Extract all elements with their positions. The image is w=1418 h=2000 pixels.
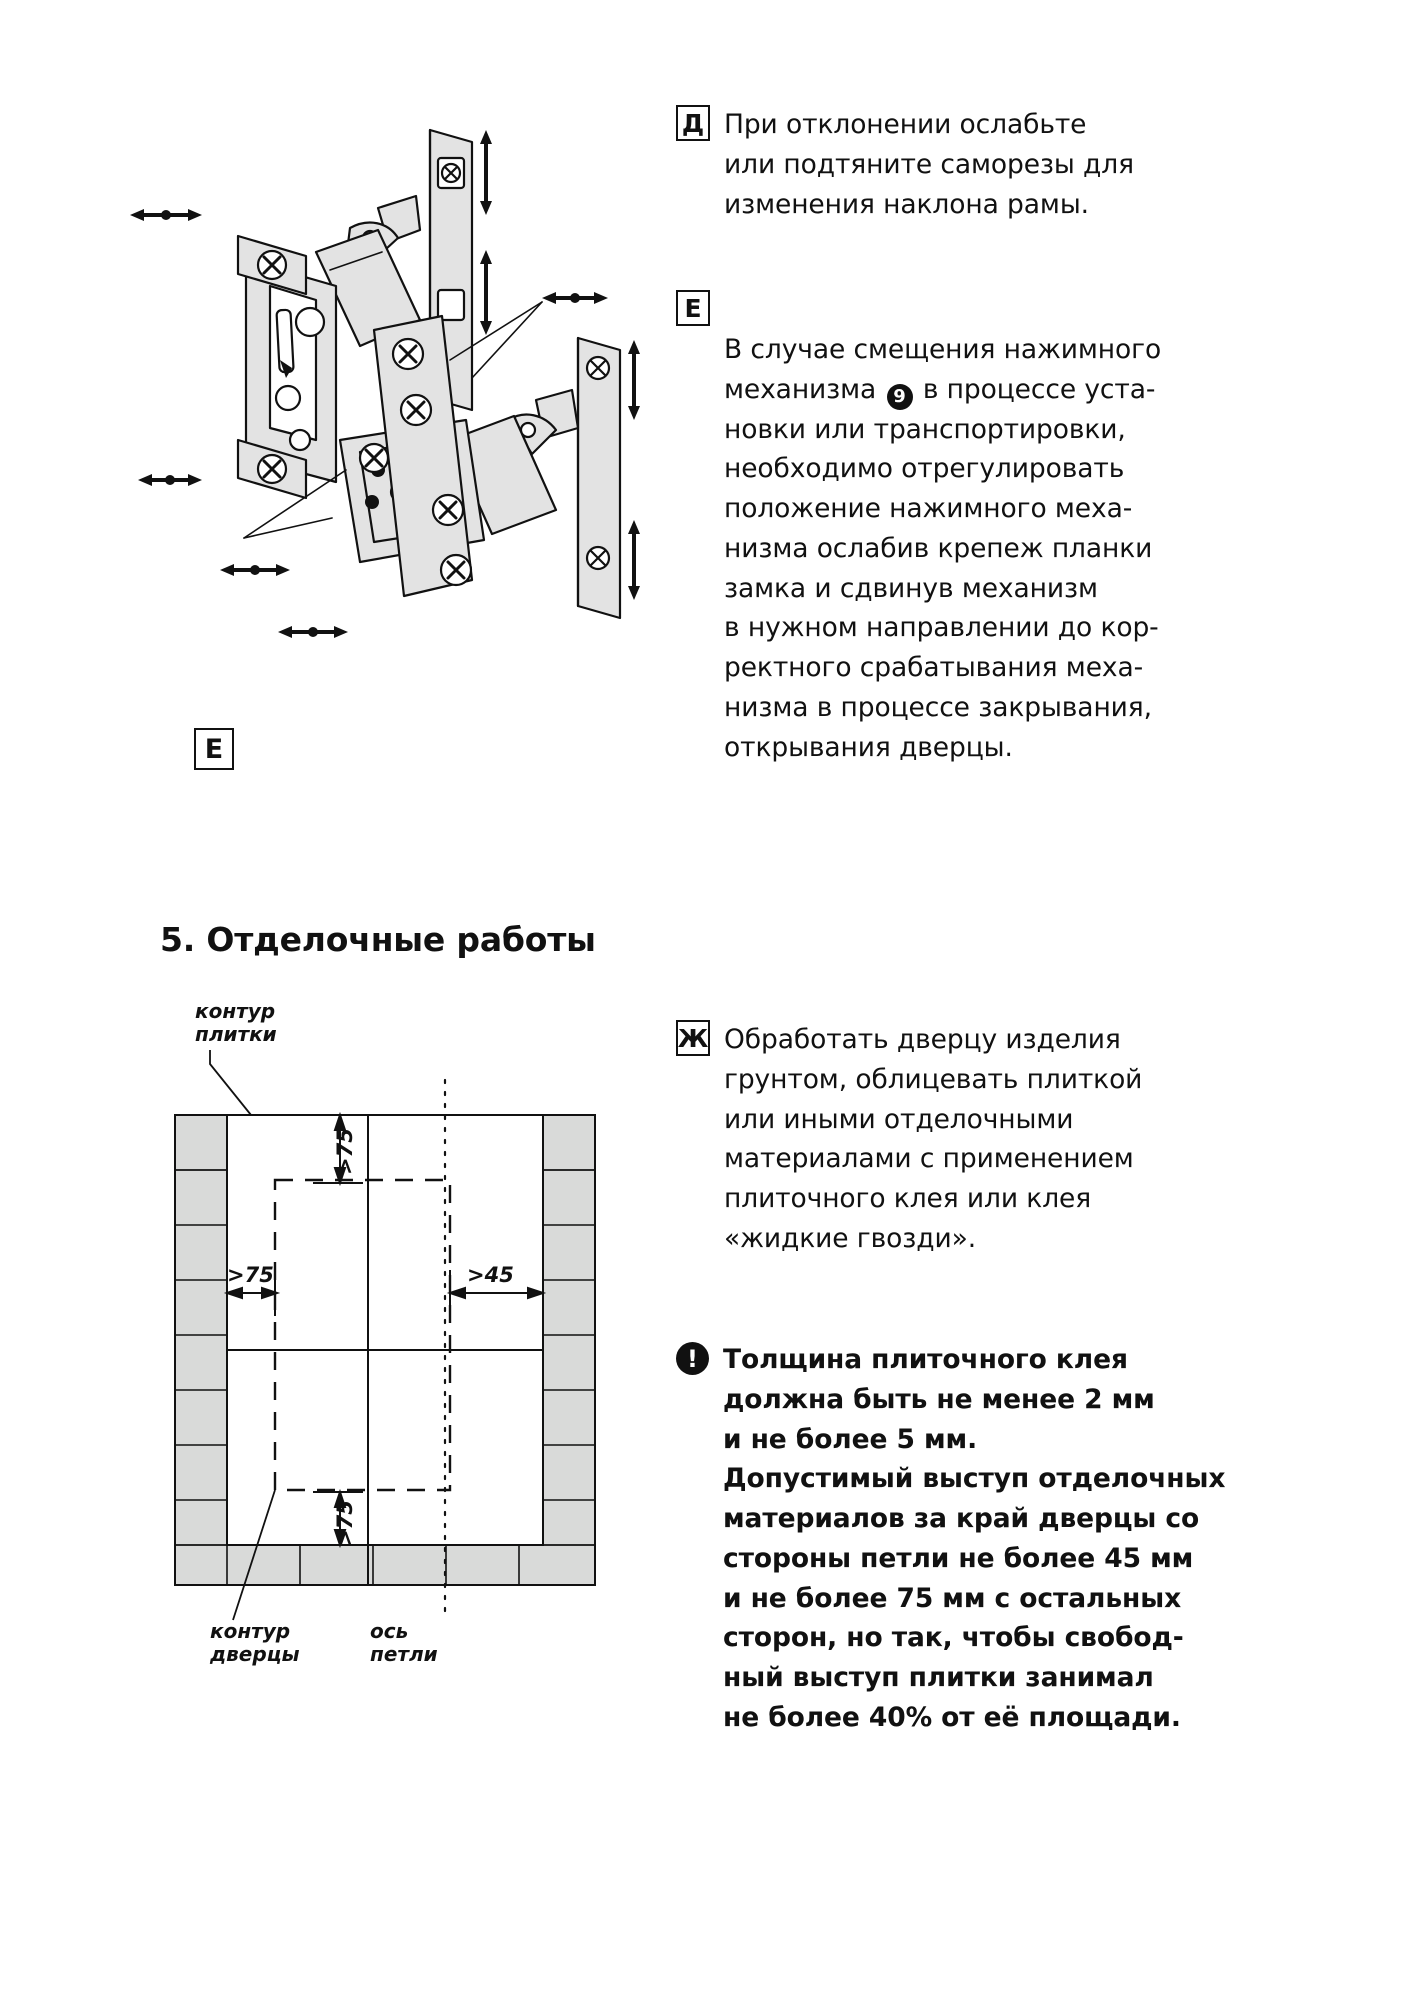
instruction-block-d: [676, 105, 1296, 224]
step-marker-zh: Ж: [676, 1020, 710, 1056]
dimension-bottom: >75: [333, 1500, 357, 1547]
dimension-top: >75: [333, 1128, 357, 1175]
tile-layout-diagram: [155, 999, 625, 1666]
step-text-d: При отклонении ослабьте или подтяните саморезы для изменения наклона рамы.: [724, 109, 1134, 220]
step-text-e: [724, 290, 1161, 767]
section-heading: 5. Отделочные работы: [160, 920, 596, 959]
hinge-assembly-illustration: [120, 110, 680, 790]
dimension-right: >45: [467, 1263, 514, 1287]
step-marker-e: Е: [676, 290, 710, 326]
warning-icon: !: [676, 1342, 709, 1375]
instruction-block-e: [676, 290, 1316, 767]
step-text-e-part1: В случае смещения нажимного механизма: [724, 333, 1162, 405]
dimension-left: >75: [227, 1263, 274, 1287]
step-text-e-part2: в процессе уста- новки или транспортировки, необходимо отрегулировать положение нажимного меха- низма ослабив крепеж планки замка и сдвинув механизм в нужном направлении до кор- ректного срабатывания меха- низма в процессе закрывания, открывания дверцы.: [724, 373, 1159, 763]
callout-door-contour: контур дверцы: [210, 1619, 300, 1666]
warning-block: [676, 1340, 1336, 1738]
mechanism-number-badge: 9: [887, 384, 913, 410]
callout-tile-contour: контур плитки: [195, 999, 277, 1046]
warning-text: Толщина плиточного клея должна быть не менее 2 мм и не более 5 мм. Допустимый выступ отделочных материалов за край дверцы со стороны петли не более 45 мм и не более 75 мм с остальных сторон, но так, чтобы свобод- ный выступ плитки занимал не более 40% от её площади.: [723, 1344, 1226, 1733]
step-marker-d: Д: [676, 105, 710, 141]
instruction-block-zh: [676, 1020, 1316, 1259]
step-text-zh: Обработать дверцу изделия грунтом, облицевать плиткой или иными отделочными материалами с применением плиточного клея или клея «жидкие гвозди».: [724, 1024, 1143, 1254]
callout-hinge-axis: ось петли: [370, 1619, 438, 1666]
figure-label-e: Е: [194, 728, 234, 770]
